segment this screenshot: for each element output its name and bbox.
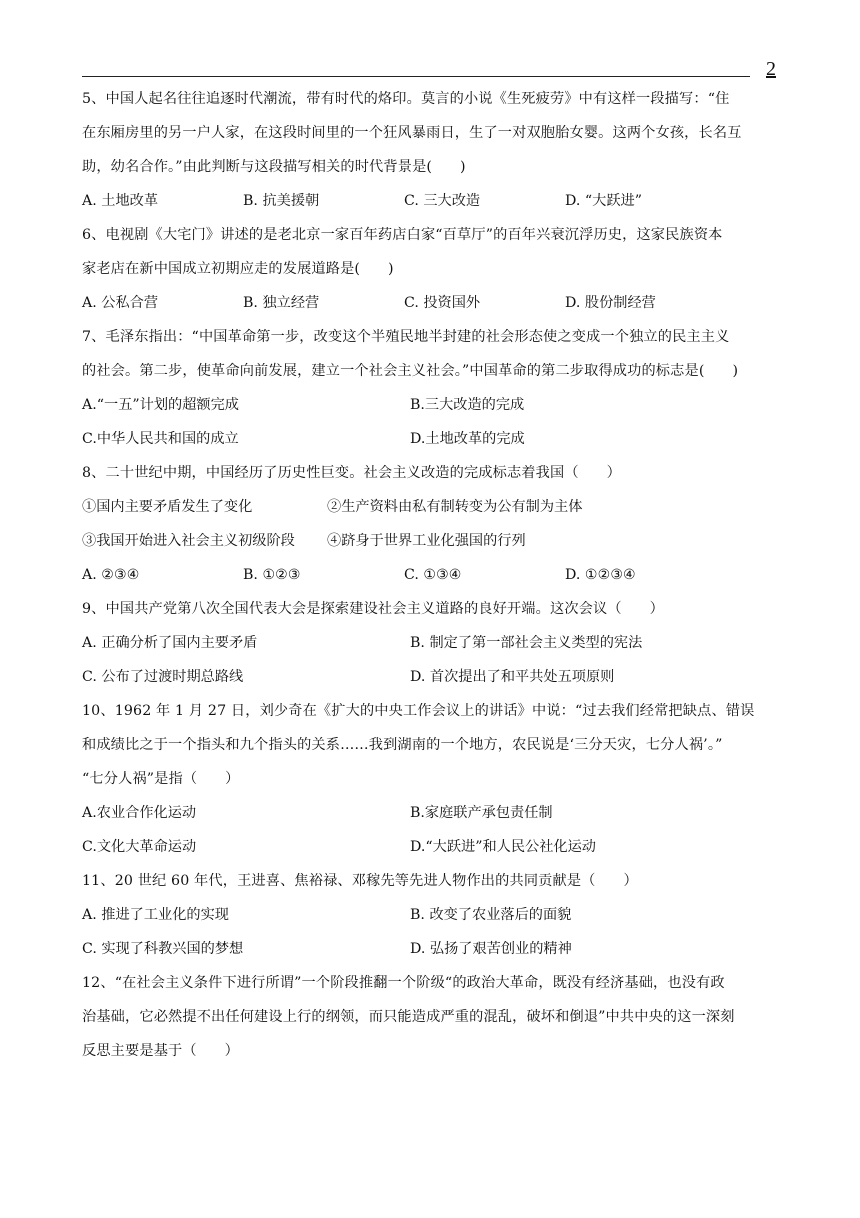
question-5 (82, 82, 782, 218)
option-b[interactable]: B. ①②③ (243, 567, 301, 583)
question-line: 助，幼名合作。”由此判断与这段描写相关的时代背景是( ) (82, 159, 466, 175)
question-line: 9、中国共产党第八次全国代表大会是探索建设社会主义道路的良好开端。这次会议（ ） (82, 601, 664, 617)
question-line: 的社会。第二步，使革命向前发展，建立一个社会主义社会。”中国革命的第二步取得成功的标志是( ) (82, 363, 739, 379)
question-line: 7、毛泽东指出：“中国革命第一步，改变这个半殖民地半封建的社会形态使之变成一个独立的民主主义 (82, 329, 730, 345)
question-line: 5、中国人起名往往追逐时代潮流，带有时代的烙印。莫言的小说《生死疲劳》中有这样一段描写：“住 (82, 91, 730, 107)
question-6 (82, 218, 782, 320)
question-line: 10、1962 年 1 月 27 日，刘少奇在《扩大的中央工作会议上的讲话》中说：“过去我们经常把缺点、错误 (82, 703, 755, 719)
option-a[interactable]: A.“一五”计划的超额完成 (82, 397, 239, 413)
option-a[interactable]: A. 正确分析了国内主要矛盾 (82, 635, 258, 651)
answer-options-row (82, 388, 782, 422)
answer-options-row (82, 422, 782, 456)
answer-options-row (82, 796, 782, 830)
option-b[interactable]: B. 独立经营 (243, 295, 320, 311)
statement-3: ③我国开始进入社会主义初级阶段 (82, 533, 295, 549)
answer-options-row (82, 626, 782, 660)
option-d[interactable]: D.“大跃进”和人民公社化运动 (410, 839, 596, 855)
option-d[interactable]: D. 弘扬了艰苦创业的精神 (410, 941, 572, 957)
question-line: 和成绩比之于一个指头和九个指头的关系……我到湖南的一个地方，农民说是‘三分天灾，七分人祸’。” (82, 737, 723, 753)
question-12 (82, 966, 782, 1068)
question-line: 12、“在社会主义条件下进行所谓”一个阶段推翻一个阶级“的政治大革命，既没有经济基础，也没有政 (82, 975, 725, 991)
option-a[interactable]: A. 推进了工业化的实现 (82, 907, 229, 923)
question-8 (82, 456, 782, 592)
option-c[interactable]: C.中华人民共和国的成立 (82, 431, 239, 447)
question-line: 6、电视剧《大宅门》讲述的是老北京一家百年药店白家“百草厅”的百年兴衰沉浮历史，这家民族资本 (82, 227, 723, 243)
option-b[interactable]: B. 制定了第一部社会主义类型的宪法 (410, 635, 643, 651)
option-c[interactable]: C. 公布了过渡时期总路线 (82, 669, 244, 685)
question-line: 反思主要是基于（ ） (82, 1043, 239, 1059)
question-line: 8、二十世纪中期，中国经历了历史性巨变。社会主义改造的完成标志着我国（ ） (82, 465, 621, 481)
page-number: 2 (766, 58, 776, 80)
header-rule (82, 76, 750, 77)
option-c[interactable]: C. 三大改造 (404, 193, 481, 209)
option-c[interactable]: C. 投资国外 (404, 295, 481, 311)
statement-row (82, 490, 782, 524)
option-b[interactable]: B. 改变了农业落后的面貌 (410, 907, 572, 923)
answer-options-row (82, 830, 782, 864)
option-d[interactable]: D.土地改革的完成 (410, 431, 525, 447)
question-line: 家老店在新中国成立初期应走的发展道路是( ) (82, 261, 394, 277)
option-b[interactable]: B.三大改造的完成 (410, 397, 525, 413)
question-9 (82, 592, 782, 694)
option-c[interactable]: C. ①③④ (404, 567, 462, 583)
statement-row (82, 524, 782, 558)
option-c[interactable]: C.文化大革命运动 (82, 839, 197, 855)
option-b[interactable]: B.家庭联产承包责任制 (410, 805, 553, 821)
question-line: “七分人祸”是指（ ） (82, 771, 240, 787)
question-line: 在东厢房里的另一户人家，在这段时间里的一个狂风暴雨日，生了一对双胞胎女婴。这两个女孩，长名互 (82, 125, 742, 141)
option-d[interactable]: D. 首次提出了和平共处五项原则 (410, 669, 615, 685)
option-a[interactable]: A. ②③④ (82, 567, 140, 583)
option-c[interactable]: C. 实现了科教兴国的梦想 (82, 941, 244, 957)
answer-options (82, 184, 782, 218)
option-d[interactable]: D. “大跃进” (565, 193, 642, 209)
option-a[interactable]: A.农业合作化运动 (82, 805, 197, 821)
question-list (82, 82, 782, 1068)
option-a[interactable]: A. 土地改革 (82, 193, 159, 209)
answer-options-row (82, 660, 782, 694)
option-d[interactable]: D. ①②③④ (565, 567, 636, 583)
answer-options (82, 558, 782, 592)
question-line: 治基础，它必然提不出任何建设上行的纲领，而只能造成严重的混乱，破坏和倒退”中共中央的这一深刻 (82, 1009, 735, 1025)
answer-options (82, 286, 782, 320)
option-d[interactable]: D. 股份制经营 (565, 295, 656, 311)
question-7 (82, 320, 782, 456)
answer-options-row (82, 932, 782, 966)
question-11 (82, 864, 782, 966)
question-line: 11、20 世纪 60 年代，王进喜、焦裕禄、邓稼先等先进人物作出的共同贡献是（ ） (82, 873, 638, 889)
statement-2: ②生产资料由私有制转变为公有制为主体 (327, 499, 583, 515)
statement-1: ①国内主要矛盾发生了变化 (82, 499, 253, 515)
answer-options-row (82, 898, 782, 932)
question-10 (82, 694, 782, 864)
option-a[interactable]: A. 公私合营 (82, 295, 159, 311)
statement-4: ④跻身于世界工业化强国的行列 (327, 533, 526, 549)
option-b[interactable]: B. 抗美援朝 (243, 193, 320, 209)
